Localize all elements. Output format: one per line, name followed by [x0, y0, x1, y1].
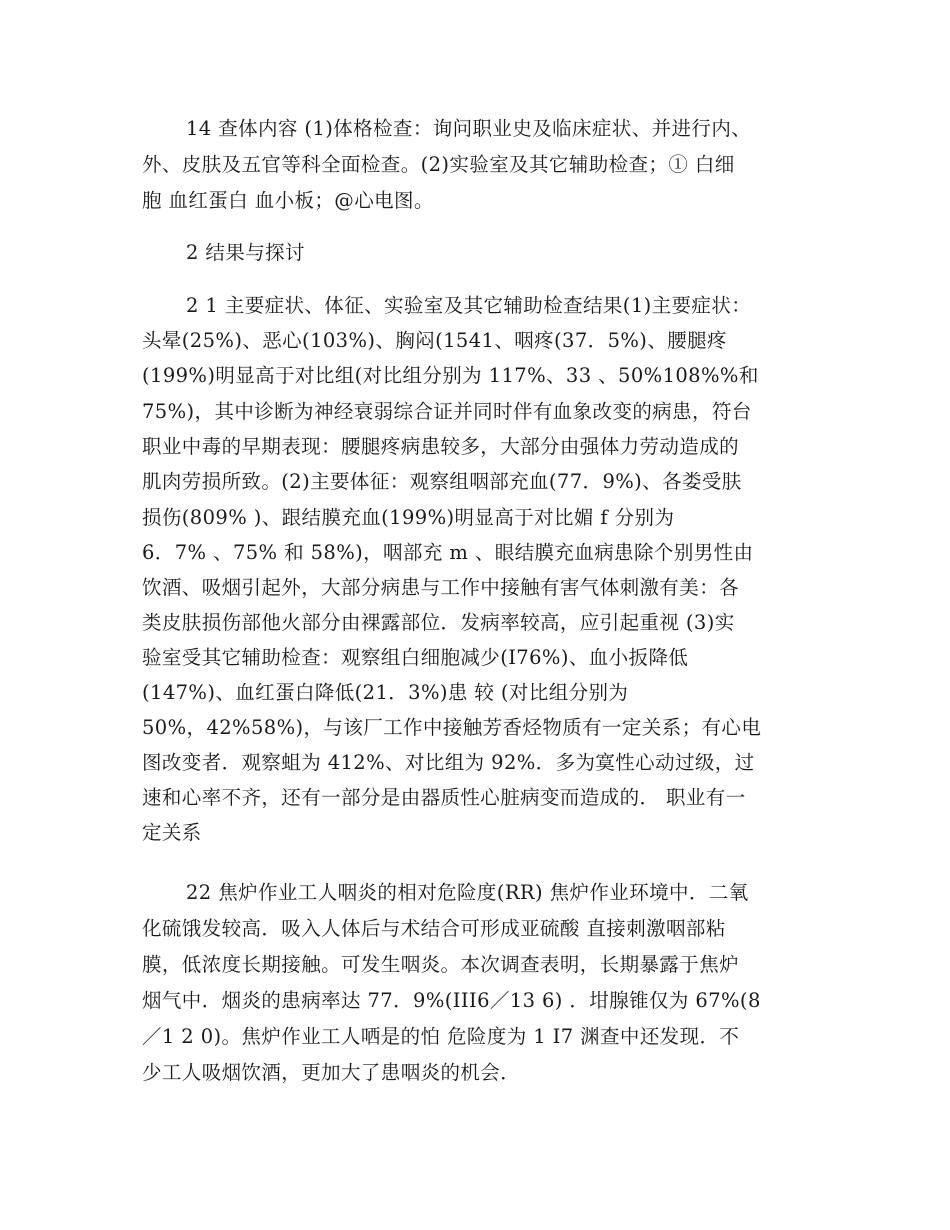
text-line: 职业中毒的早期表现：腰腿疼病患较多，大部分由强体力劳动造成的 — [142, 435, 740, 458]
text-line: (199%)明显高于对比组(对比组分别为 117%、33 、50%108%%和 — [142, 364, 759, 387]
text-line: 速和心率不齐，还有一部分是由器质性心脏病变而造成的． 职业有一 — [142, 786, 746, 809]
text-line: (147%)、血红蛋白降低(21．3%)患 较 (对比组分别为 — [142, 681, 629, 704]
text-line: 定关系 — [142, 821, 202, 844]
text-line: 肌肉劳损所致。(2)主要体征：观察组咽部充血(77．9%)、各娄受肤 — [142, 470, 742, 493]
text-line: 14 查体内容 (1)体格检查：询问职业史及临床症状、并进行内、 — [186, 117, 752, 140]
text-line: 头晕(25%)、恶心(103%)、胸闷(1541、咽疼(37．5%)、腰腿疼 — [142, 329, 727, 352]
text-line: 胞 血红蛋白 血小板；@心电图。 — [142, 189, 434, 212]
text-line: 类皮肤损伤部他火部分由裸露部位．发病率较高，应引起重视 (3)实 — [142, 611, 735, 634]
text-line: 6．7% 、75% 和 58%)，咽部充 m 、眼结膜充血病患除个别男性由 — [142, 541, 754, 564]
text-line: 22 焦炉作业工人咽炎的相对危险度(RR) 焦炉作业环境中．二氧 — [186, 881, 749, 904]
text-line: 图改变者．观察蛆为 412%、对比组为 92%．多为寞性心动过级，过 — [142, 751, 755, 774]
text-line: 2 1 主要症状、体征、实验室及其它辅助检查结果(1)主要症状： — [186, 294, 752, 317]
text-line: 化硫饿发较高．吸入人体后与术结合可形成亚硫酸 直接刺激咽部粘 — [142, 917, 726, 940]
text-line: 少工人吸烟饮酒，更加大了患咽炎的机会． — [142, 1061, 521, 1084]
text-line: 75%)，其中诊断为神经衰弱综合证并同时伴有血象改变的病患，符台 — [142, 400, 752, 423]
text-line: 外、皮肤及五官等科全面检查。(2)实验室及其它辅助检查；① 白细 — [142, 153, 735, 176]
section-heading: 2 结果与探讨 — [186, 241, 305, 264]
text-line: ／1 2 0)。焦炉作业工人哂是的怕 危险度为 1 I7 渊查中还发现．不 — [142, 1025, 740, 1048]
text-line: 膜，低浓度长期接触。可发生咽炎。本次调查表明，长期暴露于焦炉 — [142, 953, 740, 976]
text-line: 验室受其它辅助检查：观察组白细胞减少(I76%)、血小扳降低 — [142, 646, 689, 669]
text-line: 50%，42%58%)，与该厂工作中接触芳香烃物质有一定关系；有心电 — [142, 716, 762, 739]
text-line: 损伤(809% )、跟结膜充血(199%)明显高于对比媚 f 分别为 — [142, 506, 675, 529]
text-line: 饮酒、吸烟引起外，大部分病患与工作中接触有害气体刺激有美：各 — [142, 576, 740, 599]
text-line: 烟气中．烟炎的患病率达 77．9%(III6／13 6) ．坩腺锥仅为 67%(8 — [142, 989, 761, 1012]
